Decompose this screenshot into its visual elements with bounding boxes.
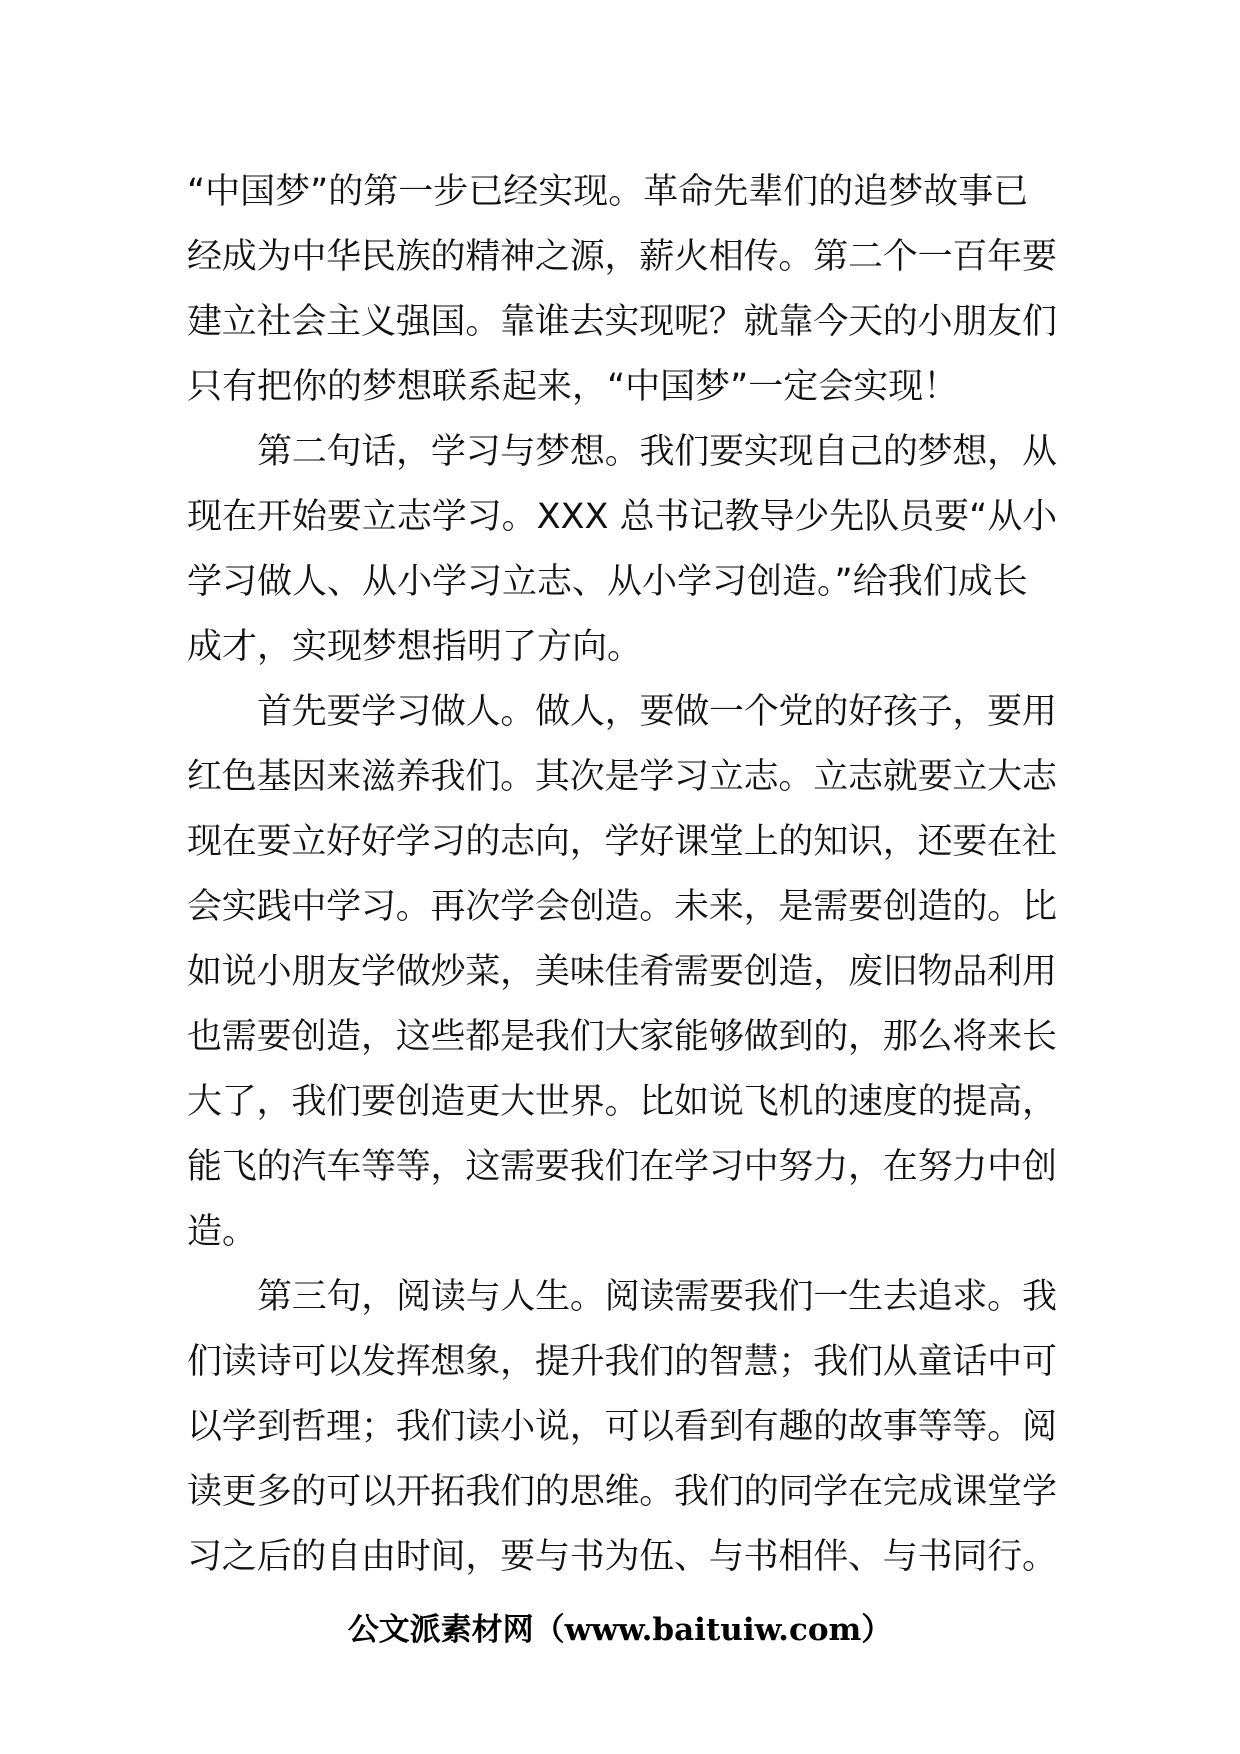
text-line: 现在开始要立志学习。XXX 总书记教导少先队员要“从小: [187, 497, 1057, 537]
text-line: 只有把你的梦想联系起来，“中国梦”一定会实现！: [187, 367, 959, 407]
paragraph: [187, 420, 1057, 680]
text-line: 也需要创造，这些都是我们大家能够做到的，那么将来长: [187, 1017, 1057, 1057]
text-line: 造。: [187, 1212, 258, 1252]
text-line: 成才，实现梦想指明了方向。: [187, 627, 643, 667]
text-line: 大了，我们要创造更大世界。比如说飞机的速度的提高，: [187, 1082, 1057, 1122]
text-line: 如说小朋友学做炒菜，美味佳肴需要创造，废旧物品利用: [187, 952, 1057, 992]
text-line: 第三句，阅读与人生。阅读需要我们一生去追求。我: [257, 1277, 1057, 1317]
text-line: 能飞的汽车等等，这需要我们在学习中努力，在努力中创: [187, 1147, 1057, 1187]
text-line: 红色基因来滋养我们。其次是学习立志。立志就要立大志: [187, 757, 1057, 797]
text-line: “中国梦”的第一步已经实现。革命先辈们的追梦故事已: [187, 172, 1029, 212]
text-line: 建立社会主义强国。靠谁去实现呢？就靠今天的小朋友们: [187, 302, 1057, 342]
text-line: 们读诗可以发挥想象，提升我们的智慧；我们从童话中可: [187, 1342, 1057, 1382]
page-footer-source: 公文派素材网（www.baituiw.com）: [347, 1612, 893, 1648]
text-line: 读更多的可以开拓我们的思维。我们的同学在完成课堂学: [187, 1472, 1057, 1512]
text-line: 第二句话，学习与梦想。我们要实现自己的梦想，从: [257, 432, 1057, 472]
text-line: 学习做人、从小学习立志、从小学习创造。”给我们成长: [187, 562, 1028, 602]
paragraph: [187, 680, 1057, 1265]
text-line: 会实践中学习。再次学会创造。未来，是需要创造的。比: [187, 887, 1057, 927]
paragraph: [187, 160, 1057, 420]
text-line: 现在要立好好学习的志向，学好课堂上的知识，还要在社: [187, 822, 1057, 862]
text-line: 习之后的自由时间，要与书为伍、与书相伴、与书同行。: [187, 1537, 1057, 1577]
text-line: 经成为中华民族的精神之源，薪火相传。第二个一百年要: [187, 237, 1057, 277]
text-line: 以学到哲理；我们读小说，可以看到有趣的故事等等。阅: [187, 1407, 1057, 1447]
document-body: [187, 160, 1057, 1590]
text-line: 首先要学习做人。做人，要做一个党的好孩子，要用: [257, 692, 1057, 732]
paragraph: [187, 1265, 1057, 1590]
